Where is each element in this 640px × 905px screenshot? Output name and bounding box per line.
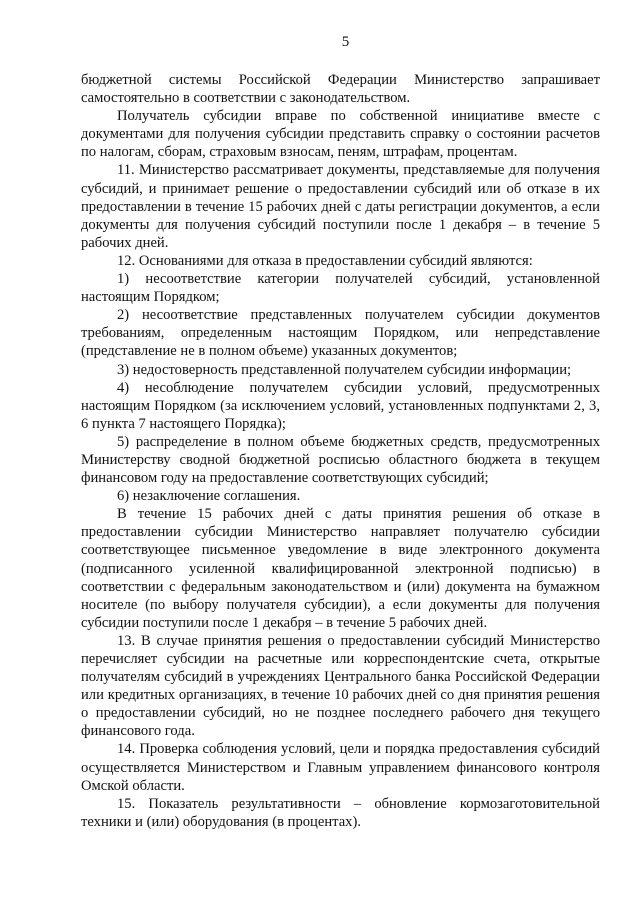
page-number: 5 [341, 34, 350, 50]
paragraph-12: 12. Основаниями для отказа в предоставлении субсидий являются: [117, 252, 533, 269]
paragraph-12-item-3: 3) недостоверность представленной получателем субсидии информации; [117, 361, 572, 378]
paragraph-continuation: бюджетной системы Российской Федерации Министерство запрашивает самостоятельно в соответствии с законодательством. [81, 72, 600, 107]
paragraph-12-item-5: 5) распределение в полном объеме бюджетных средств, предусмотренных Министерству сводной бюджетной росписью областного бюджета в текущем финансовом году на предоставление соответствующих субсидий; [81, 433, 600, 487]
paragraph-tax-certificate: Получатель субсидии вправе по собственной инициативе вместе с документами для получения субсидии представить справку о состоянии расчетов по налогам, сборам, страховым взносам, пеням, штрафам, процентам. [81, 108, 600, 161]
paragraph-12-item-4: 4) несоблюдение получателем субсидии условий, предусмотренных настоящим Порядком (за исключением условий, установленных подпунктами 2, 3, 6 пункта 7 настоящего Порядка); [81, 379, 600, 432]
paragraph-15: 15. Показатель результативности – обновление кормозаготовительной техники и (или) оборудования (в процентах). [81, 795, 600, 830]
document-body [81, 71, 600, 831]
paragraph-14: 14. Проверка соблюдения условий, цели и порядка предоставления субсидий осуществляется Министерством и Главным управлением финансового контроля Омской области. [81, 741, 600, 794]
paragraph-11: 11. Министерство рассматривает документы, представляемые для получения субсидий, и принимает решение о предоставлении субсидий или об отказе в их предоставлении в течение 15 рабочих дней с даты регистрации документов, а если документы для получения субсидий поступили после 1 декабря – в течение 5 рабочих дней. [81, 162, 600, 251]
paragraph-refusal-notice: В течение 15 рабочих дней с даты принятия решения об отказе в предоставлении субсидии Министерство направляет получателю субсидии соответствующее письменное уведомление в виде электронного документа (подписанного усиленной квалифицированной электронной подписью) в соответствии с федеральным законодательством и (или) документа на бумажном носителе (по выбору получателя субсидии), а если документы для получения субсидии поступили после 1 декабря – в течение 5 рабочих дней. [81, 506, 600, 631]
paragraph-12-item-6: 6) незаключение соглашения. [117, 488, 301, 505]
paragraph-12-item-1: 1) несоответствие категории получателей субсидий, установленной настоящим Порядком; [81, 271, 600, 306]
paragraph-13: 13. В случае принятия решения о предоставлении субсидий Министерство перечисляет субсидии на расчетные или корреспондентские счета, открытые получателям субсидий в учреждениях Центрального банка Российской Федерации или кредитных организациях, в течение 10 рабочих дней со дня принятия решения о предоставлении субсидий, но не позднее последнего рабочего дня текущего финансового года. [81, 632, 600, 740]
paragraph-12-item-2: 2) несоответствие представленных получателем субсидии документов требованиям, определенным настоящим Порядком, или непредставление (представление не в полном объеме) указанных документов; [81, 307, 600, 360]
